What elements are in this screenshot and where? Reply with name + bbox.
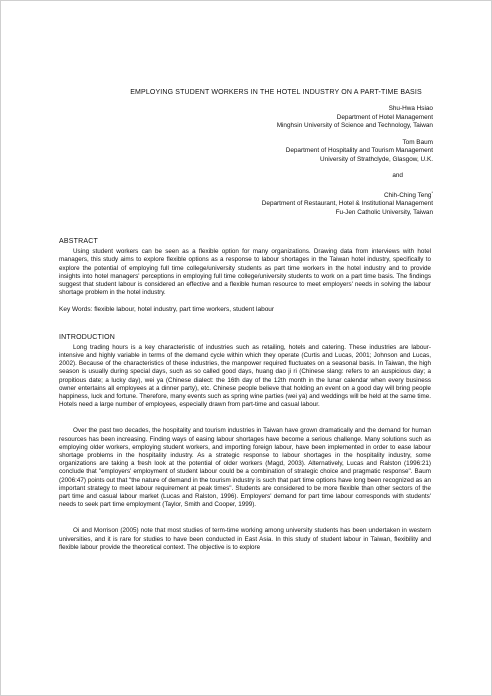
abstract-text: Using student workers can be seen as a flexible option for many organizations. Drawing data from interviews with hotel managers, this study aims to explore flexible options as a response to labour shortages in the Taiwan hotel industry, specifically to explore the potential of employing full time college/university students as part time workers in the hotel industry and to provide insights into hotel managers' perceptions in employing full time college/university students to work on a part time basis. The findings suggest that student labour is considered an effective and a flexible human resource to meet employers' needs in solving the labour shortage problem in the hotel industry.	[59, 248, 431, 297]
body-text	[59, 238, 431, 552]
author-name: Tom Baum	[402, 138, 433, 146]
author-conjunction: and	[392, 172, 403, 179]
author-name: Chih-Ching Teng*	[383, 189, 433, 199]
paragraph: Long trading hours is a key characteristic of industries such as retailing, hotels and catering. These industries are labour-intensive and highly variable in terms of the demand cycle within which they operate (Curtis and Lucas, 2001; Johnson and Lucas, 2002). Because of the characteristics of these industries, the manpower required fluctuates on a seasonal basis. In Taiwan, the high season is usually during special days, such as so called good days, huang dao ji ri (Chinese slang: refers to an auspicious day; a propitious date; a lucky day), wei ya (Chinese dialect: the 16th day of the 12th month in the lunar calendar when every business owner entertains all employees at a dinner party), etc. Chinese people believe that holding an event on a good day will bring people happiness, luck and fortune. Therefore, many events such as spring wine parties (wei ya) and weddings will be held at the same time. Hotels need a large number of employees, especially drawn from part-time and casual labour.	[59, 343, 431, 409]
corresponding-mark: *	[431, 189, 433, 195]
abstract-heading: ABSTRACT	[59, 238, 98, 245]
author-affiliation: Fu-Jen Catholic University, Taiwan	[335, 208, 433, 216]
author-name: Shu-Hwa Hsiao	[388, 105, 433, 112]
author-affiliation: University of Strathclyde, Glasgow, U.K.	[320, 155, 433, 163]
keywords: Key Words: flexible labour, hotel industry, part time workers, student labour	[59, 306, 275, 314]
paragraph: Oi and Morrison (2005) note that most studies of term-time working among university students has been undertaken in western universities, and it is rare for studies to have been conducted in East Asia. In this study of student labour in Taiwan, flexibility and flexible labour provide the theoretical context. The objective is to explore	[59, 527, 431, 551]
paper-title: EMPLOYING STUDENT WORKERS IN THE HOTEL INDUSTRY ON A PART-TIME BASIS	[130, 89, 422, 96]
author-block	[133, 105, 433, 217]
author-affiliation: Department of Restaurant, Hotel & Institutional Management	[261, 200, 433, 208]
author-affiliation: Minghsin University of Science and Technology, Taiwan	[276, 122, 433, 129]
paragraph: Over the past two decades, the hospitality and tourism industries in Taiwan have grown dramatically and the demand for human resources has been increasing. Finding ways of easing labour shortages have become a serious challenge. Many solutions such as employing older workers, employing student workers, and importing foreign labour, have been implemented in order to ease labour shortage problems in the hospitality industry. As a strategic response to labour shortages in the hospitality industry, some organizations are taking a fresh look at the potential of older workers (Magd, 2003). Alternatively, Lucas and Ralston (1996:21) conclude that "employers' employment of student labour could be a combination of strategic choice and pragmatic response". Baum (2006:47) points out that "the nature of demand in the tourism industry is such that part time options have long been recognized as an important strategy to meet labour requirement at peak times". Students are considered to be more flexible than other sectors of the part time and casual labour market (Lucas and Ralston, 1996). Employers' demand for part time labour corresponds with students' needs to seek part time employment (Taylor, Smith and Cooper, 1999).	[59, 427, 431, 509]
introduction-heading: INTRODUCTION	[59, 333, 116, 341]
author-affiliation: Department of Hospitality and Tourism Management	[285, 147, 433, 154]
author-affiliation: Department of Hotel Management	[336, 113, 433, 121]
